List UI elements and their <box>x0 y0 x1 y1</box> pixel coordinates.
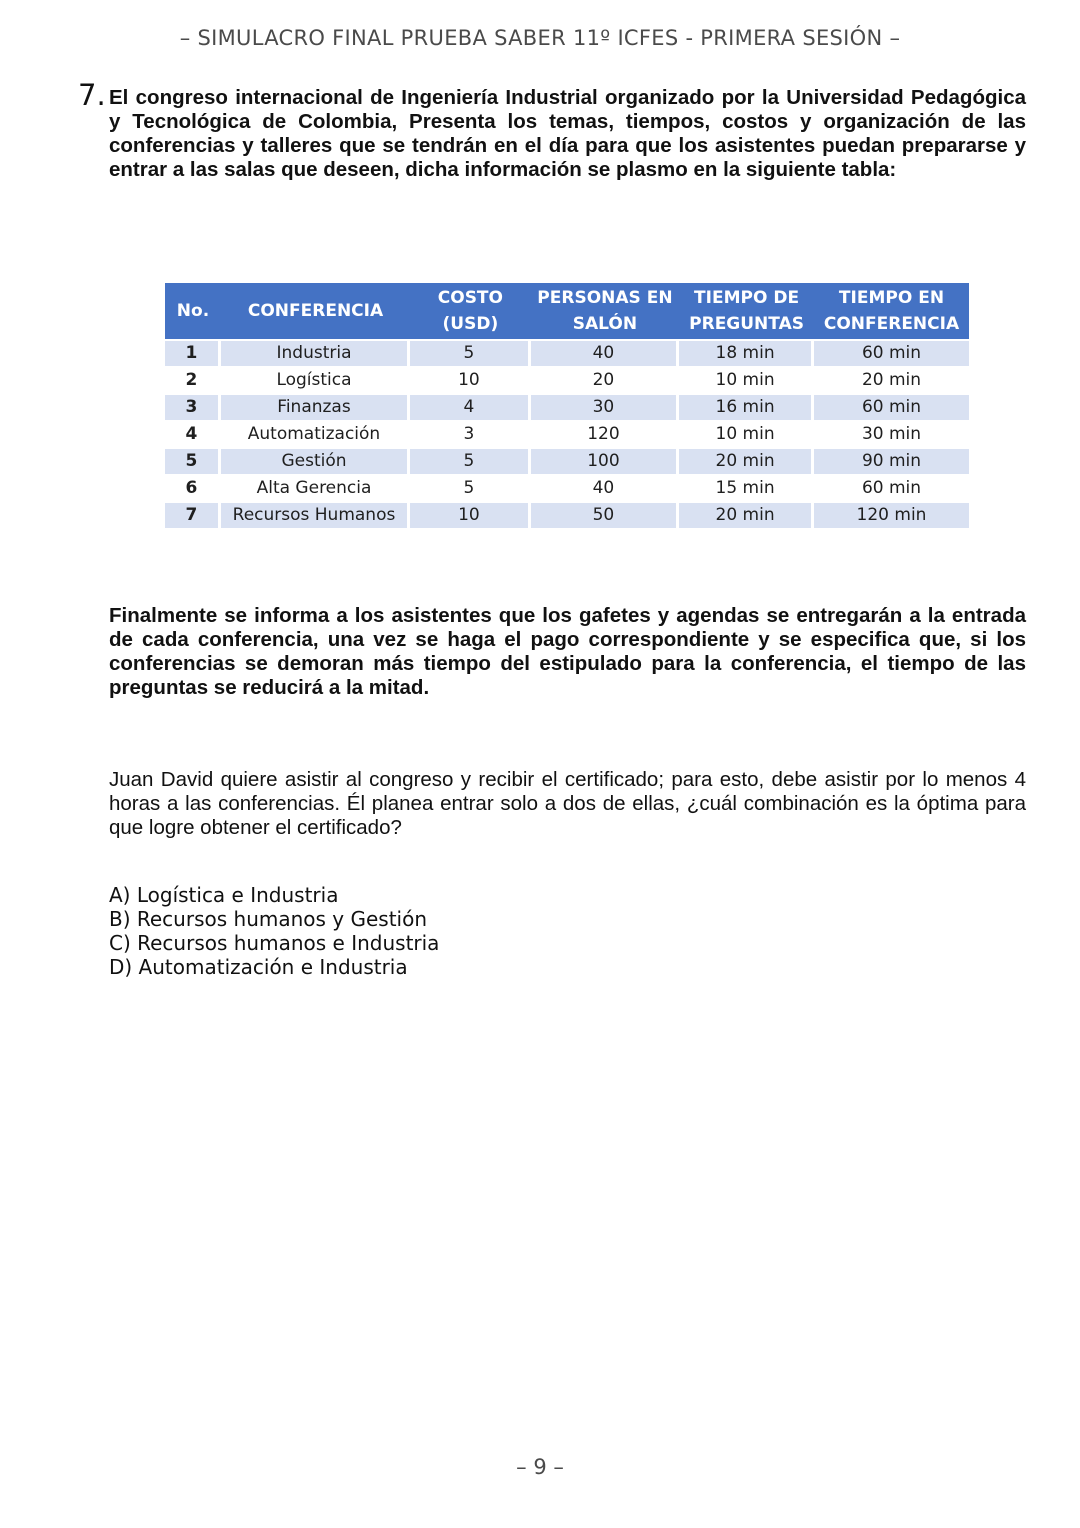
header-conferencia: CONFERENCIA <box>221 283 410 339</box>
cell-conferencia: Recursos Humanos <box>221 501 410 528</box>
cell-conferencia: Finanzas <box>221 393 410 420</box>
cell-personas: 20 <box>531 366 679 393</box>
cell-tiempo-conferencia: 60 min <box>814 339 969 366</box>
cell-preguntas: 10 min <box>679 420 814 447</box>
conference-table-container <box>165 283 969 528</box>
option-c[interactable]: C) Recursos humanos e Industria <box>109 931 440 955</box>
page-number: – 9 – <box>516 1455 564 1479</box>
table-row <box>165 366 969 393</box>
cell-no: 1 <box>165 339 221 366</box>
answer-options <box>109 883 439 979</box>
header-personas <box>531 283 679 339</box>
header-tiempo-preguntas <box>679 283 814 339</box>
cell-costo: 5 <box>410 339 531 366</box>
cell-preguntas: 18 min <box>679 339 814 366</box>
header-personas-line1: PERSONAS EN <box>537 288 673 308</box>
table-header-row <box>165 283 969 339</box>
cell-conferencia: Gestión <box>221 447 410 474</box>
cell-tiempo-conferencia: 120 min <box>814 501 969 528</box>
cell-no: 4 <box>165 420 221 447</box>
cell-tiempo-conferencia: 60 min <box>814 393 969 420</box>
cell-no: 6 <box>165 474 221 501</box>
cell-tiempo-conferencia: 90 min <box>814 447 969 474</box>
cell-conferencia: Automatización <box>221 420 410 447</box>
header-costo-line2: (USD) <box>442 314 499 334</box>
header-tc-line2: CONFERENCIA <box>823 314 960 334</box>
cell-tiempo-conferencia: 20 min <box>814 366 969 393</box>
cell-personas: 30 <box>531 393 679 420</box>
cell-preguntas: 20 min <box>679 447 814 474</box>
cell-no: 7 <box>165 501 221 528</box>
conference-table <box>165 283 969 528</box>
cell-no: 3 <box>165 393 221 420</box>
cell-personas: 100 <box>531 447 679 474</box>
table-row <box>165 339 969 366</box>
header-tp-line2: PREGUNTAS <box>689 314 804 334</box>
header-tiempo-conferencia <box>814 283 969 339</box>
cell-costo: 5 <box>410 447 531 474</box>
cell-no: 2 <box>165 366 221 393</box>
cell-conferencia: Industria <box>221 339 410 366</box>
cell-costo: 4 <box>410 393 531 420</box>
table-row <box>165 501 969 528</box>
header-tc-line1: TIEMPO EN <box>838 288 945 308</box>
cell-costo: 10 <box>410 366 531 393</box>
cell-tiempo-conferencia: 30 min <box>814 420 969 447</box>
table-row <box>165 420 969 447</box>
cell-preguntas: 16 min <box>679 393 814 420</box>
table-row <box>165 447 969 474</box>
header-personas-line2: SALÓN <box>572 314 638 334</box>
cell-preguntas: 10 min <box>679 366 814 393</box>
question-prompt: Juan David quiere asistir al congreso y recibir el certificado; para esto, debe asistir por lo menos 4 horas a las conferencias. Él planea entrar solo a dos de ellas, ¿cuál combinación es la óptima para que logre obtener el certificado? <box>109 768 1026 839</box>
header-tp-line1: TIEMPO DE <box>694 288 800 308</box>
cell-conferencia: Alta Gerencia <box>221 474 410 501</box>
table-row <box>165 474 969 501</box>
header-costo <box>410 283 531 339</box>
option-b[interactable]: B) Recursos humanos y Gestión <box>109 907 428 931</box>
cell-costo: 10 <box>410 501 531 528</box>
question-number: 7. <box>78 78 106 112</box>
cell-personas: 40 <box>531 474 679 501</box>
question-note: Finalmente se informa a los asistentes que los gafetes y agendas se entregarán a la entrada de cada conferencia, una vez se haga el pago correspondiente y se especifica que, si los conferencias se demoran más tiempo del estipulado para la conferencia, el tiempo de las preguntas se reducirá a la mitad. <box>109 604 1026 699</box>
header-costo-line1: COSTO <box>437 288 503 308</box>
header-no: No. <box>165 283 221 339</box>
page-header: – SIMULACRO FINAL PRUEBA SABER 11º ICFES - PRIMERA SESIÓN – <box>179 26 901 50</box>
question-intro: El congreso internacional de Ingeniería Industrial organizado por la Universidad Pedagógica y Tecnológica de Colombia, Presenta los temas, tiempos, costos y organización de las conferencias y talleres que se tendrán en el día para que los asistentes puedan prepararse y entrar a las salas que deseen, dicha información se plasmo en la siguiente tabla: <box>109 86 1026 181</box>
cell-preguntas: 15 min <box>679 474 814 501</box>
cell-tiempo-conferencia: 60 min <box>814 474 969 501</box>
table-row <box>165 393 969 420</box>
option-a[interactable]: A) Logística e Industria <box>109 883 339 907</box>
cell-personas: 120 <box>531 420 679 447</box>
cell-personas: 50 <box>531 501 679 528</box>
cell-costo: 5 <box>410 474 531 501</box>
cell-no: 5 <box>165 447 221 474</box>
cell-personas: 40 <box>531 339 679 366</box>
cell-costo: 3 <box>410 420 531 447</box>
option-d[interactable]: D) Automatización e Industria <box>109 955 408 979</box>
cell-conferencia: Logística <box>221 366 410 393</box>
cell-preguntas: 20 min <box>679 501 814 528</box>
